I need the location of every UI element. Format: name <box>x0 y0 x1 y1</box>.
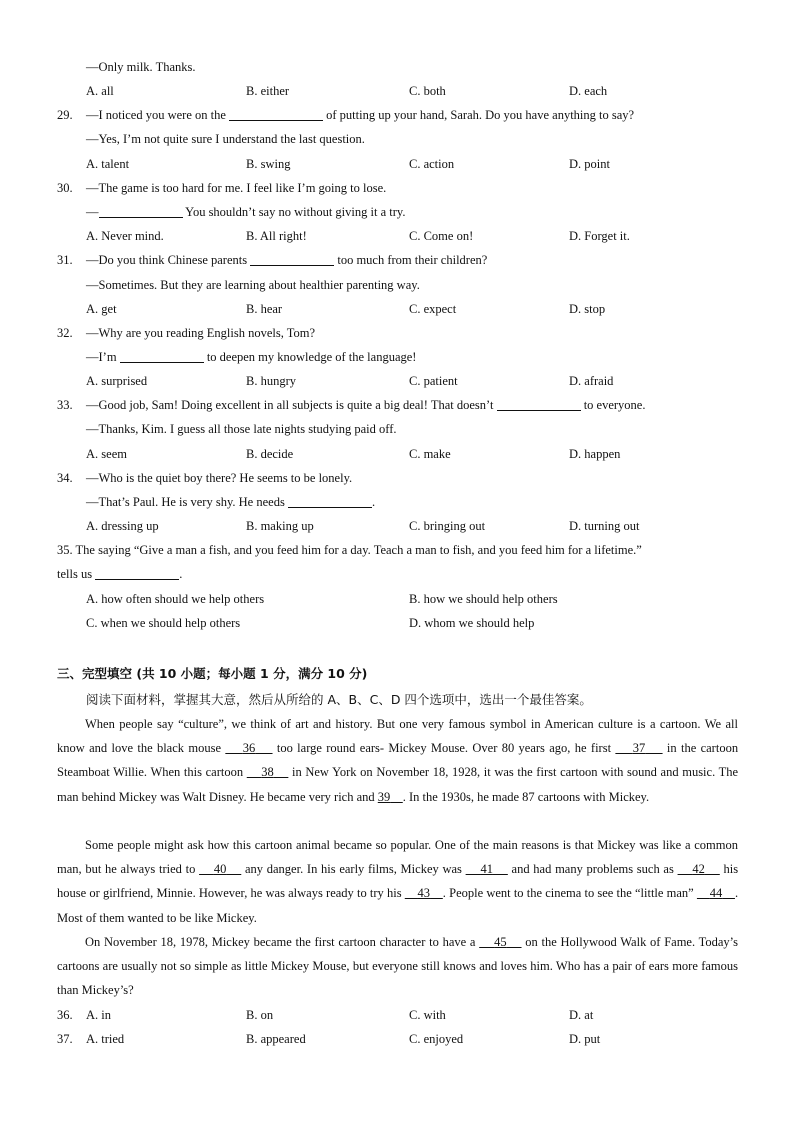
q30-reply <box>86 205 405 220</box>
q34-reply-pre: —That’s Paul. He is very shy. He needs <box>86 495 285 509</box>
q28-option-a: A. all <box>86 84 114 98</box>
blank-36 <box>225 741 272 755</box>
blank-45 <box>479 935 521 949</box>
q33-blank <box>497 398 581 411</box>
blank-number: 44 <box>709 886 723 901</box>
q32-stem: —Why are you reading English novels, Tom? <box>86 326 316 340</box>
passage-text: has a pair of ears more famous than Mickey’s? <box>57 959 738 998</box>
blank-39 <box>378 790 403 804</box>
q34-reply <box>86 495 375 510</box>
q36-option-c: C. with <box>409 1008 446 1022</box>
q28-option-d: D. each <box>569 84 608 98</box>
passage-text: . Most of them wanted to be like Mickey. <box>57 886 739 925</box>
q29-stem-part1: —I noticed you were on the <box>86 108 226 122</box>
passage-text: many problems such as <box>555 862 674 877</box>
q29-option-b: B. swing <box>246 157 291 171</box>
q31-stem-part1: —Do you think Chinese parents <box>86 253 248 267</box>
q31-stem-part2: too much from their children? <box>337 253 488 267</box>
q32-blank <box>120 350 204 363</box>
q35-option-d: D. whom we should help <box>409 616 535 630</box>
q33-option-a: A. seem <box>86 447 127 461</box>
passage-text: was the first cartoon with sound and music. The man behind Mickey was Walt Disney. He became very rich and <box>57 765 739 804</box>
q36-option-a: A. in <box>86 1008 111 1022</box>
blank-37 <box>615 741 662 755</box>
q37-option-d: D. put <box>569 1032 601 1046</box>
q30-option-d: D. Forget it. <box>569 229 630 243</box>
q28-answer: —Only milk. Thanks. <box>86 60 196 74</box>
q29-option-a: A. talent <box>86 157 130 171</box>
q35-stem-post: . <box>179 567 183 581</box>
q29-option-d: D. point <box>569 157 610 171</box>
passage-paragraph-3 <box>57 930 738 1003</box>
q30-option-a: A. Never mind. <box>86 229 164 243</box>
q33-option-c: C. make <box>409 447 451 461</box>
q35-blank <box>95 567 179 580</box>
blank-43 <box>405 886 443 900</box>
passage-text: On November 18, 1978, Mickey became the first cartoon character to have a <box>85 935 476 949</box>
blank-41 <box>466 862 508 876</box>
blank-number: 41 <box>480 862 493 877</box>
blank-number: 36 <box>242 741 256 756</box>
q30-option-c: C. Come on! <box>409 229 474 243</box>
q37-option-c: C. enjoyed <box>409 1032 464 1046</box>
section-instruction: 阅读下面材料，掌握其大意，然后从所给的 A、B、C、D 四个选项中，选出一个最佳答案。 <box>86 692 592 707</box>
q35-option-a: A. how often should we help others <box>86 592 265 606</box>
q29-number: 29. <box>57 108 73 122</box>
passage-text: . <box>442 886 446 901</box>
blank-38 <box>247 765 289 779</box>
q35-stem: 35. The saying “Give a man a fish, and you feed him for a day. Teach a man to fish, and you feed him for a lifetime.” <box>57 543 642 557</box>
q37-number: 37. <box>57 1032 73 1046</box>
passage-text: his house or girlfriend, Minnie. However, he was always ready to try his <box>57 862 739 901</box>
passage-text: like a common man, but he always tried to <box>57 838 739 877</box>
passage-text: in New York on November 18, 1928, it <box>291 765 491 780</box>
q33-number: 33. <box>57 398 73 412</box>
blank-number: 42 <box>692 862 705 877</box>
q32-option-c: C. patient <box>409 374 458 388</box>
q36-option-d: D. at <box>569 1008 594 1022</box>
blank-42 <box>678 862 720 876</box>
q35-option-b: B. how we should help others <box>409 592 558 606</box>
q33-option-b: B. decide <box>246 447 294 461</box>
q31-option-a: A. get <box>86 302 117 316</box>
q34-option-a: A. dressing up <box>86 519 159 533</box>
passage-paragraph-2 <box>57 833 738 930</box>
blank-number: 43 <box>417 886 431 901</box>
q31-reply: —Sometimes. But they are learning about healthier parenting way. <box>86 278 420 292</box>
q34-number: 34. <box>57 471 73 485</box>
blank-number: 39 <box>377 789 391 804</box>
q29-stem-part2: of putting up your hand, Sarah. Do you have anything to say? <box>326 108 635 122</box>
blank-number: 40 <box>213 862 227 877</box>
q36-number: 36. <box>57 1008 73 1022</box>
q34-option-d: D. turning out <box>569 519 640 533</box>
q34-blank <box>288 495 372 508</box>
blank-40 <box>199 862 241 876</box>
q30-number: 30. <box>57 181 73 195</box>
passage-text: too large round ears- Mickey Mouse. Over 80 years ago, he <box>276 741 587 756</box>
passage-text: any danger. In his early films, Mickey was <box>244 862 462 877</box>
q29-stem <box>86 108 634 123</box>
q31-option-c: C. expect <box>409 302 457 316</box>
q28-option-b: B. either <box>246 84 290 98</box>
q30-reply-dash: — <box>86 205 99 219</box>
q33-stem-part1: —Good job, Sam! Doing excellent in all subjects is quite a big deal! That doesn’t <box>86 398 494 412</box>
q31-option-d: D. stop <box>569 302 606 316</box>
passage-text: cartoon. We all know and love the black mouse <box>57 717 738 756</box>
q32-number: 32. <box>57 326 73 340</box>
blank-44 <box>697 886 735 900</box>
q32-option-b: B. hungry <box>246 374 296 388</box>
q32-reply-pre: —I’m <box>86 350 117 364</box>
q33-stem <box>86 398 645 413</box>
q30-option-b: B. All right! <box>246 229 307 243</box>
q31-option-b: B. hear <box>246 302 283 316</box>
q37-option-a: A. tried <box>86 1032 125 1046</box>
section-heading: 三、完型填空 (共 10 小题；每小题 1 分，满分 10 分) <box>57 666 368 681</box>
blank-number: 37 <box>632 741 646 756</box>
q33-reply: —Thanks, Kim. I guess all those late nights studying paid off. <box>86 422 397 436</box>
passage-text: . In the 1930s, he made 87 cartoons with Mickey. <box>402 789 650 804</box>
q32-option-d: D. afraid <box>569 374 614 388</box>
q30-stem: —The game is too hard for me. I feel like I’m going to lose. <box>86 181 387 195</box>
blank-number: 45 <box>494 935 507 949</box>
passage-text: When people say “culture”, we think of art and history. But one very famous symbol in American culture is a <box>85 717 656 731</box>
passage-text: People went to the cinema to see the “little man” <box>449 886 694 901</box>
passage-text: in the cartoon Steamboat Willie. When this cartoon <box>57 741 739 780</box>
q36-option-b: B. on <box>246 1008 274 1022</box>
passage-text: Fame. Today’s cartoons are usually not so simple as little Mickey Mouse, but everyone still knows and loves him. Who <box>57 935 739 974</box>
q29-reply: —Yes, I’m not quite sure I understand the last question. <box>86 132 365 146</box>
q34-option-b: B. making up <box>246 519 314 533</box>
q33-option-d: D. happen <box>569 447 621 461</box>
passage-paragraph-1 <box>57 712 738 809</box>
q31-number: 31. <box>57 253 73 267</box>
q31-blank <box>250 253 334 266</box>
q34-reply-post: . <box>371 495 376 509</box>
q34-option-c: C. bringing out <box>409 519 486 533</box>
passage-text: first <box>590 741 612 756</box>
q32-option-a: A. surprised <box>86 374 148 388</box>
q29-blank <box>229 108 323 121</box>
q35-stem-pre: tells us <box>57 567 93 581</box>
q30-blank <box>99 205 183 218</box>
q28-option-c: C. both <box>409 84 446 98</box>
passage-text: and had <box>511 862 552 877</box>
q29-option-c: C. action <box>409 157 455 171</box>
q37-option-b: B. appeared <box>246 1032 306 1046</box>
blank-number: 38 <box>261 765 274 780</box>
q35-option-c: C. when we should help others <box>86 616 241 630</box>
passage-text: on the Hollywood Walk of <box>525 935 661 949</box>
q30-reply-text: You shouldn’t say no without giving it a try. <box>185 205 406 219</box>
q35-stem-continued <box>57 567 182 582</box>
q33-stem-part2: to everyone. <box>583 398 646 412</box>
q31-stem <box>86 253 487 268</box>
q32-reply-post: to deepen my knowledge of the language! <box>206 350 417 364</box>
q34-stem: —Who is the quiet boy there? He seems to be lonely. <box>86 471 353 485</box>
passage-text: Some people might ask how this cartoon animal became so popular. One of the main reasons is that Mickey was <box>85 838 659 852</box>
q32-reply <box>86 350 416 365</box>
